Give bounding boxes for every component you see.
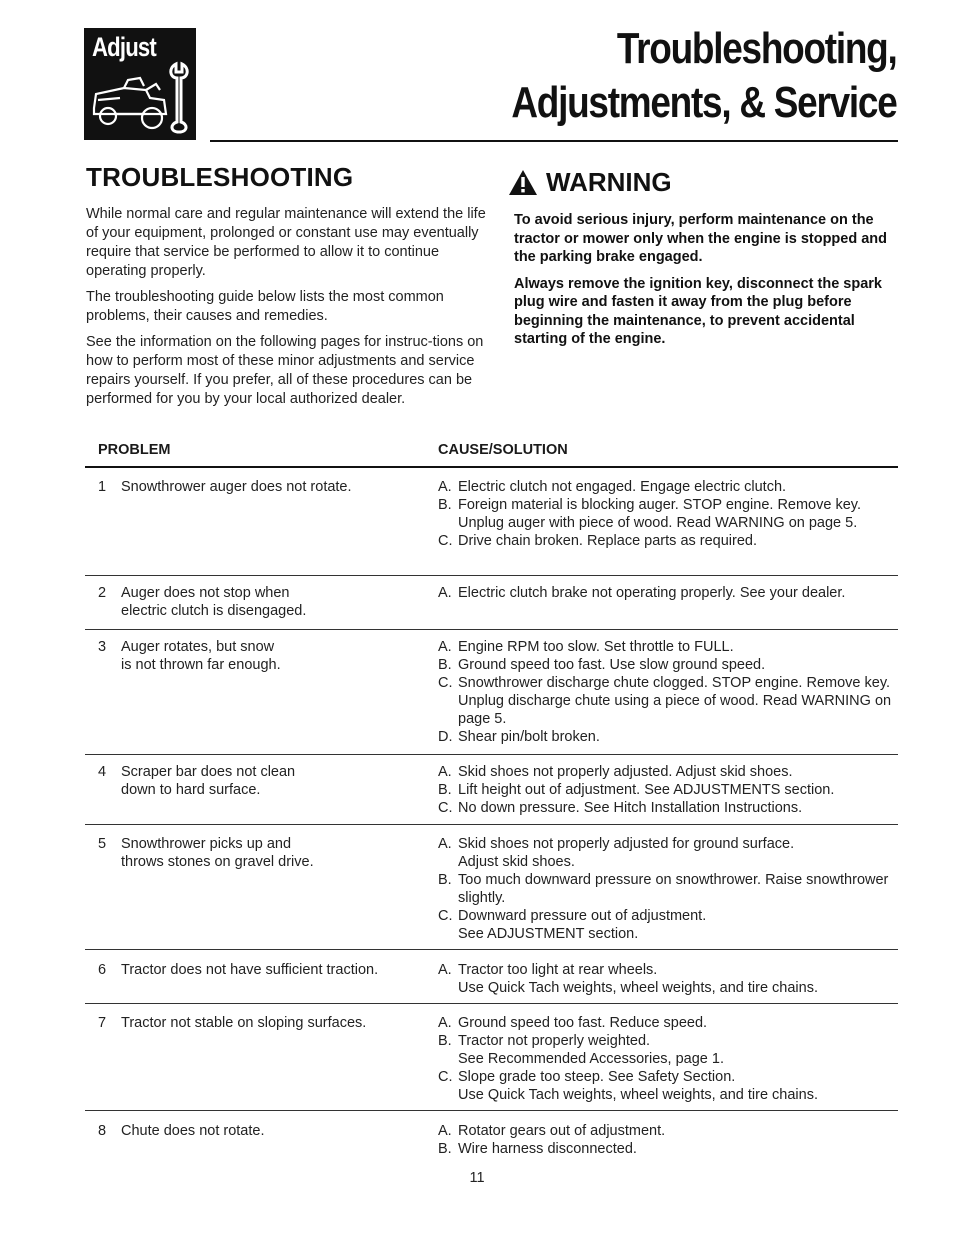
row-problem: Chute does not rotate.	[121, 1123, 265, 1139]
solution-letter: B.	[438, 782, 452, 798]
warning-heading	[508, 167, 672, 198]
solution-letter: B.	[438, 497, 452, 513]
title-line-1: Troubleshooting,	[616, 24, 896, 73]
solution-letter: B.	[438, 1141, 452, 1157]
page-title	[511, 22, 896, 130]
solution-text: Slope grade too steep. See Safety Section. Use Quick Tach weights, wheel weights, and tire chains.	[458, 1069, 818, 1103]
solution-text: No down pressure. See Hitch Installation Instructions.	[458, 800, 803, 816]
row-number: 8	[98, 1123, 107, 1139]
row-solutions	[438, 1122, 898, 1158]
solution-letter: A.	[438, 479, 452, 495]
solution-text: Foreign material is blocking auger. STOP engine. Remove key. Unplug auger with piece of wood. Read WARNING on page 5.	[458, 497, 861, 531]
solution-item	[438, 799, 898, 817]
warning-paragraph: Always remove the ignition key, disconnect the spark plug wire and fasten it away from the plug before beginning the maintenance, to prevent accidental starting of the engine.	[514, 275, 882, 347]
solution-item	[438, 656, 898, 674]
solution-text: Ground speed too fast. Reduce speed.	[458, 1015, 708, 1031]
row-problem: Auger does not stop when electric clutch is disengaged.	[121, 585, 307, 619]
solution-letter: A.	[438, 639, 452, 655]
solution-item	[438, 871, 898, 907]
solution-item	[438, 907, 898, 943]
solution-item	[438, 961, 898, 997]
solution-text: Electric clutch brake not operating properly. See your dealer.	[458, 585, 846, 601]
row-solutions	[438, 961, 898, 997]
troubleshooting-intro	[86, 205, 486, 416]
solution-text: Downward pressure out of adjustment. See ADJUSTMENT section.	[458, 908, 707, 942]
solution-item	[438, 1122, 898, 1140]
table-row	[85, 1122, 898, 1162]
row-problem: Snowthrower auger does not rotate.	[121, 479, 352, 495]
solution-letter: C.	[438, 675, 453, 691]
warning-paragraph: To avoid serious injury, perform maintenance on the tractor or mower only when the engine is stopped and the parking brake engaged.	[514, 212, 888, 265]
solution-text: Drive chain broken. Replace parts as required.	[458, 533, 758, 549]
row-problem: Auger rotates, but snow is not thrown far enough.	[121, 639, 281, 673]
solution-text: Lift height out of adjustment. See ADJUSTMENTS section.	[458, 782, 835, 798]
warning-title: WARNING	[546, 167, 672, 197]
solution-text: Rotator gears out of adjustment.	[458, 1123, 666, 1139]
solution-text: Ground speed too fast. Use slow ground speed.	[458, 657, 766, 673]
badge-label: Adjust	[92, 32, 156, 62]
adjust-badge	[84, 28, 196, 140]
row-number: 1	[98, 479, 107, 495]
intro-paragraph: The troubleshooting guide below lists the most common problems, their causes and remedies.	[86, 289, 444, 324]
row-solutions	[438, 1014, 898, 1104]
table-row	[85, 638, 898, 755]
table-header	[85, 440, 898, 468]
warning-triangle-icon	[508, 169, 538, 196]
warning-body	[514, 211, 889, 357]
solution-item	[438, 532, 898, 550]
row-number: 5	[98, 836, 107, 852]
solution-item	[438, 1068, 898, 1104]
solution-item	[438, 835, 898, 871]
solution-text: Engine RPM too slow. Set throttle to FULL.	[458, 639, 734, 655]
title-rule	[210, 140, 898, 142]
table-row	[85, 584, 898, 630]
row-problem: Scraper bar does not clean down to hard surface.	[121, 764, 296, 798]
problem-column-header: PROBLEM	[98, 442, 171, 458]
solution-letter: A.	[438, 764, 452, 780]
row-problem: Tractor not stable on sloping surfaces.	[121, 1015, 367, 1031]
solution-text: Shear pin/bolt broken.	[458, 729, 600, 745]
troubleshooting-heading: TROUBLESHOOTING	[86, 162, 354, 192]
solution-item	[438, 496, 898, 532]
solution-letter: B.	[438, 1033, 452, 1049]
solution-text: Too much downward pressure on snowthrower. Raise snowthrower slightly.	[458, 872, 889, 906]
table-row	[85, 478, 898, 576]
solution-text: Tractor not properly weighted. See Recommended Accessories, page 1.	[458, 1033, 724, 1067]
row-solutions	[438, 478, 898, 550]
row-problem: Tractor does not have sufficient traction.	[121, 962, 379, 978]
row-number: 2	[98, 585, 107, 601]
solution-letter: C.	[438, 908, 453, 924]
row-solutions	[438, 763, 898, 817]
solution-letter: A.	[438, 836, 452, 852]
cause-column-header: CAUSE/SOLUTION	[438, 442, 568, 458]
row-number: 7	[98, 1015, 107, 1031]
solution-letter: C.	[438, 1069, 453, 1085]
table-row	[85, 1014, 898, 1111]
solution-letter: D.	[438, 729, 453, 745]
solution-letter: A.	[438, 585, 452, 601]
table-row	[85, 763, 898, 825]
solution-letter: C.	[438, 800, 453, 816]
table-row	[85, 835, 898, 950]
solution-item	[438, 1032, 898, 1068]
row-number: 6	[98, 962, 107, 978]
solution-text: Skid shoes not properly adjusted for ground surface. Adjust skid shoes.	[458, 836, 795, 870]
solution-letter: B.	[438, 657, 452, 673]
row-solutions	[438, 835, 898, 943]
solution-letter: A.	[438, 962, 452, 978]
title-line-2: Adjustments, & Service	[510, 78, 896, 127]
intro-paragraph: While normal care and regular maintenance will extend the life of your equipment, prolonged or constant use may eventually require that service be performed to allow it to continue operating properly.	[86, 206, 486, 279]
table-row	[85, 961, 898, 1004]
solution-text: Electric clutch not engaged. Engage electric clutch.	[458, 479, 787, 495]
solution-item	[438, 763, 898, 781]
solution-letter: C.	[438, 533, 453, 549]
solution-text: Wire harness disconnected.	[458, 1141, 637, 1157]
row-solutions	[438, 584, 898, 602]
solution-letter: B.	[438, 872, 452, 888]
row-number: 4	[98, 764, 107, 780]
solution-letter: A.	[438, 1015, 452, 1031]
intro-paragraph: See the information on the following pages for instruc-tions on how to perform most of these minor adjustments and service repairs yourself. If you prefer, all of these procedures can be performed for you by your local authorized dealer.	[86, 334, 484, 407]
solution-item	[438, 781, 898, 799]
solution-letter: A.	[438, 1123, 452, 1139]
row-solutions	[438, 638, 898, 746]
tractor-wrench-icon	[84, 28, 196, 140]
solution-text: Tractor too light at rear wheels. Use Quick Tach weights, wheel weights, and tire chains.	[458, 962, 818, 996]
row-problem: Snowthrower picks up and throws stones on gravel drive.	[121, 836, 314, 870]
solution-item	[438, 584, 898, 602]
solution-item	[438, 728, 898, 746]
solution-item	[438, 638, 898, 656]
solution-text: Snowthrower discharge chute clogged. STOP engine. Remove key. Unplug discharge chute using a piece of wood. Read WARNING on page 5.	[458, 675, 892, 727]
solution-item	[438, 1140, 898, 1158]
solution-item	[438, 1014, 898, 1032]
solution-item	[438, 674, 898, 728]
page-number: 11	[469, 1170, 485, 1186]
row-number: 3	[98, 639, 107, 655]
solution-text: Skid shoes not properly adjusted. Adjust skid shoes.	[458, 764, 793, 780]
solution-item	[438, 478, 898, 496]
